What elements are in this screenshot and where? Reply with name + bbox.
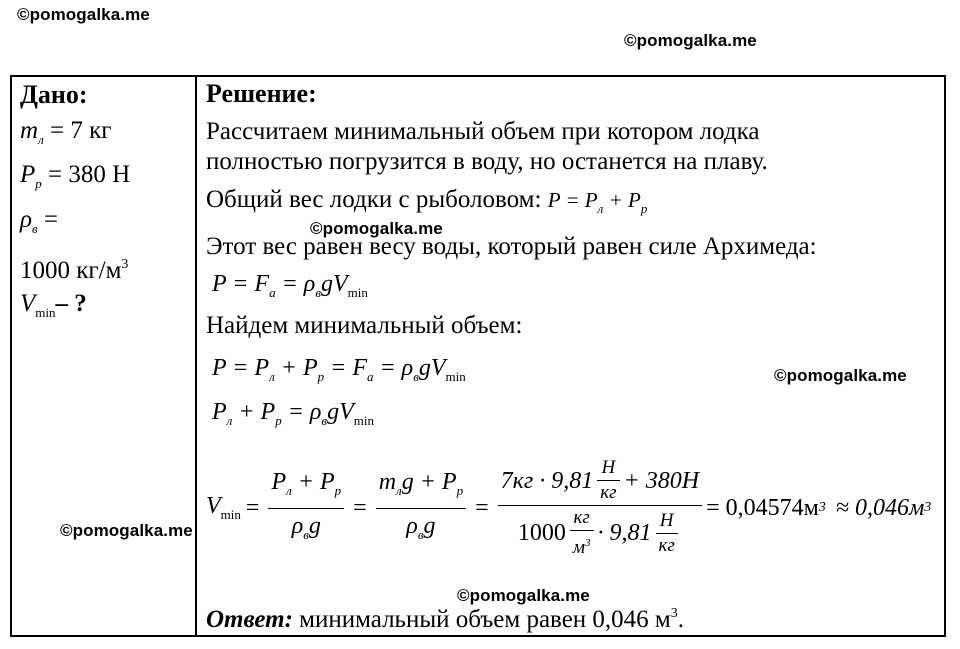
watermark: ©pomogalka.me [624, 31, 757, 50]
watermark: ©pomogalka.me [774, 366, 907, 385]
solution-text: полностью погрузится в воду, но останется на плаву. [206, 148, 768, 175]
formula-equality: $P = P_л + P_р = F_а = \rho_вgV_{min}$ [206, 355, 466, 384]
watermark: ©pomogalka.me [310, 219, 443, 238]
watermark: ©pomogalka.me [457, 586, 590, 605]
solution-text: Этот вес равен весу воды, который равен силе Архимеда: [206, 233, 817, 260]
column-divider [195, 75, 197, 637]
answer: Ответ: минимальный объем равен 0,046 $м^3$. [206, 606, 685, 633]
solution-title: Решение: [206, 79, 317, 108]
given-column [20, 78, 192, 320]
formula-archimedes: $P = F_а = \rho_вgV_{min}$ [206, 271, 368, 300]
given-unknown: $V_{min}-$ ? [20, 290, 87, 320]
watermark: ©pomogalka.me [60, 521, 193, 540]
formula-sum: $P_л + P_р = \rho_вgV_{min}$ [206, 399, 374, 428]
solution-text: Найдем минимальный объем: [206, 312, 523, 339]
watermark: ©pomogalka.me [17, 5, 150, 24]
total-weight-line: Общий вес лодки с рыболовом: $P = P_л + P_р$ [206, 186, 648, 216]
given-weight: $P_р = 380$ Н [20, 161, 131, 191]
given-density-value: 1000 $кг/м^3$ [20, 257, 129, 284]
formula-volume: $V_{min}$ = $\frac{P_л + P_р}{\rho_вg}$ = $\frac{m_лg + P_р}{\rho_вg}$ = 7кг · 9,81 $\frac{Н}{кг}$ + 380Н 1000 $\frac{кг}{м^3}$ · 9,81 $\frac{Н}{кг}$ = 0,04574м 3 ≈ 0,046м 3 [206, 457, 932, 558]
solution-text: Рассчитаем минимальный объем при котором лодка [206, 118, 760, 145]
given-mass: $m_л = 7$ кг [20, 117, 112, 147]
given-title: Дано: [20, 80, 88, 109]
given-density: $\rho_в$ = [20, 206, 59, 236]
